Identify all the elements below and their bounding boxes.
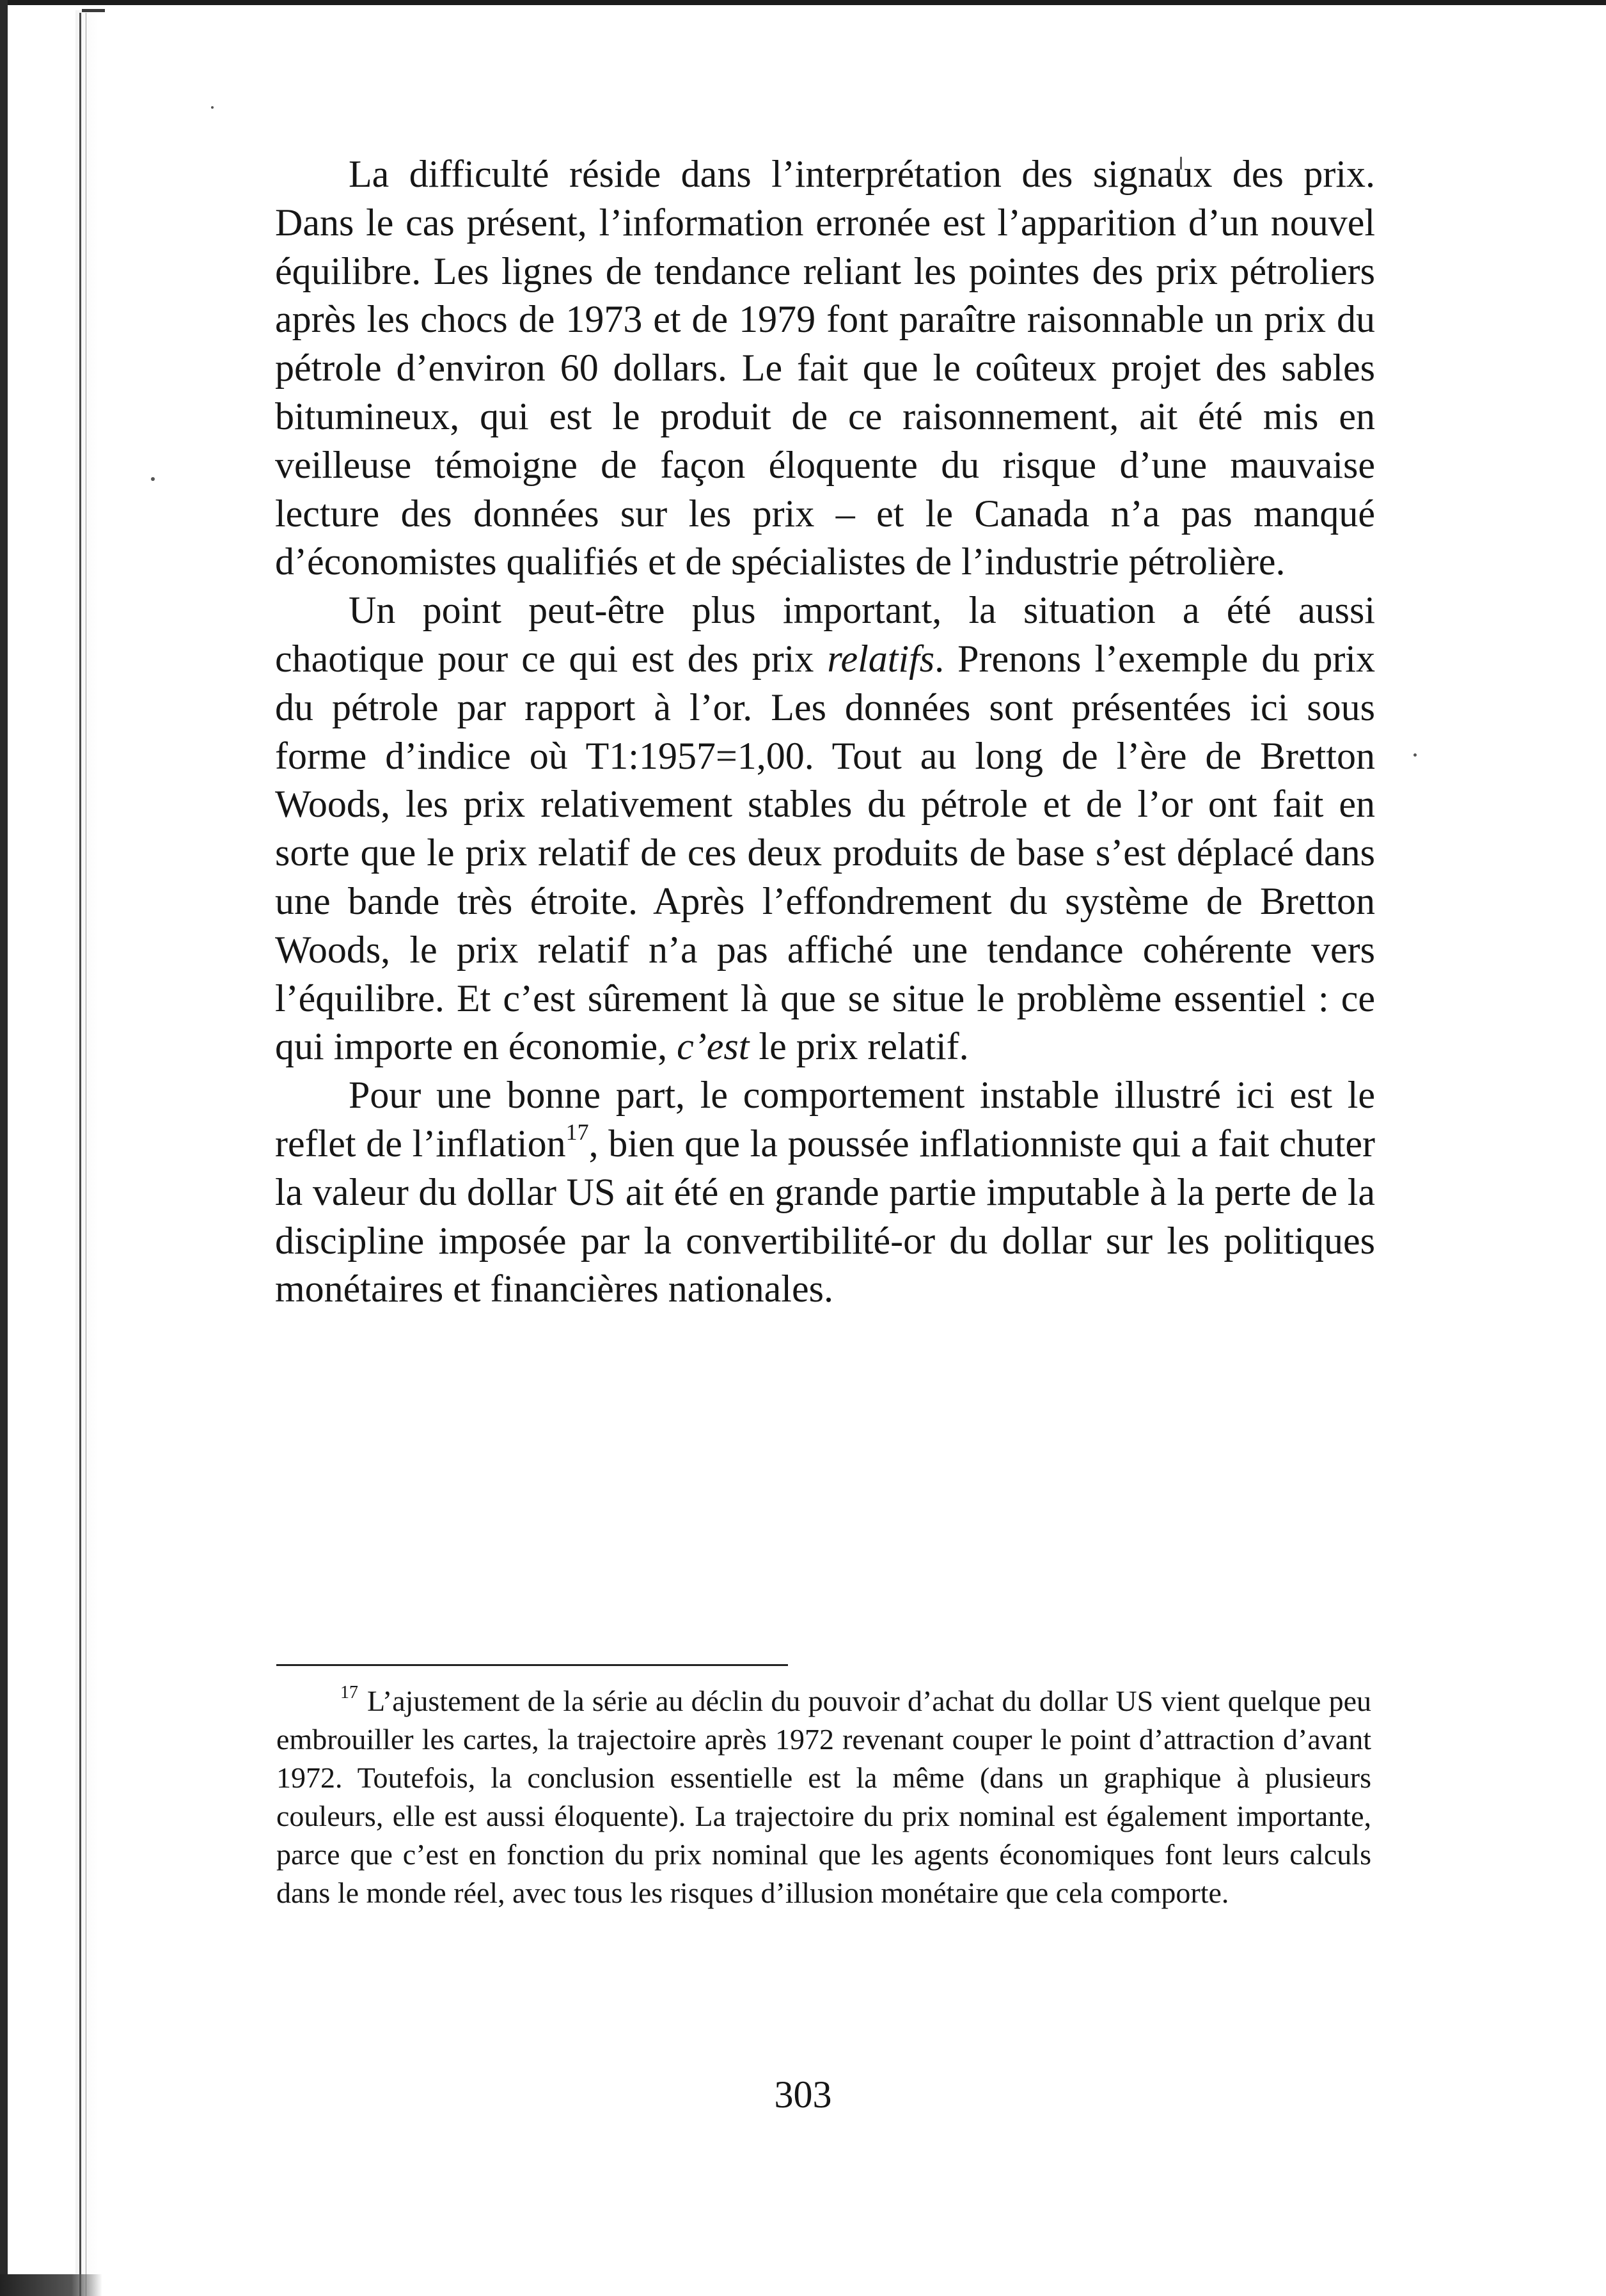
page-number: 303 bbox=[774, 2073, 832, 2116]
scan-speck bbox=[1413, 753, 1417, 757]
corner-mark bbox=[82, 9, 105, 12]
scan-top-edge bbox=[0, 0, 1606, 5]
footnote-number: 17 bbox=[340, 1683, 358, 1702]
body-text bbox=[275, 150, 1375, 1314]
paragraph-3: Pour une bonne part, le comportement instable illustré ici est le reflet de l’inflation$^{17}$, bien que la poussée inflationniste qui a fait chuter la valeur du dollar US ait été en grande partie imputable à la perte de la discipline imposée par la convertibilité-or du dollar sur les politiques monétaires et financières nationales. bbox=[275, 1074, 1376, 1310]
gutter-line bbox=[79, 13, 81, 2296]
footnote bbox=[276, 1682, 1371, 1912]
scan-bottom-shadow bbox=[0, 2274, 102, 2296]
scan-speck bbox=[211, 106, 214, 109]
paragraph-1: La difficulté réside dans l’interprétation des signaux des prix. Dans le cas présent, l’information erronée est l’apparition d’un nouvel équilibre. Les lignes de tendance reliant les pointes des prix pétroliers après les chocs de 1973 et de 1979 font paraître raisonnable un prix du pétrole d’environ 60 dollars. Le fait que le coûteux projet des sables bitumineux, qui est le produit de ce raisonnement, ait été mis en veilleuse témoigne de façon éloquente du risque d’une mauvaise lecture des données sur les prix – et le Canada n’a pas manqué d’économistes qualifiés et de spécialistes de l’industrie pétrolière. bbox=[275, 153, 1375, 583]
footnote-reference: 17 bbox=[565, 1119, 589, 1145]
footnote-separator bbox=[276, 1664, 788, 1666]
paragraph-2: Un point peut-être plus important, la situation a été aussi chaotique pour ce qui est des prix relatifs. Prenons l’exemple du prix du pétrole par rapport à l’or. Les données sont présentées ici sous forme d’indice où T1:1957=1,00. Tout au long de l’ère de Bretton Woods, les prix relativement stables du pétrole et de l’or ont fait en sorte que le prix relatif de ces deux produits de base s’est déplacé dans une bande très étroite. Après l’effondrement du système de Bretton Woods, le prix relatif n’a pas affiché une tendance cohérente vers l’équilibre. Et c’est sûrement là que se situe le problème essentiel : ce qui importe en économie, c’est le prix relatif. bbox=[275, 589, 1375, 1068]
scan-left-edge bbox=[0, 0, 8, 2296]
footnote-text: L’ajustement de la série au déclin du pouvoir d’achat du dollar US vient quelque peu embrouiller les cartes, la trajectoire après 1972 revenant couper le point d’attraction d’avant 1972. Toutefois, la conclusion essentielle est la même (dans un graphique à plusieurs couleurs, elle est aussi éloquente). La trajectoire du prix nominal est également importante, parce que c’est en fonction du prix nominal que les agents économiques font leurs calculs dans le monde réel, avec tous les risques d’illusion monétaire que cela comporte. bbox=[276, 1685, 1371, 1909]
scan-speck bbox=[151, 477, 155, 481]
